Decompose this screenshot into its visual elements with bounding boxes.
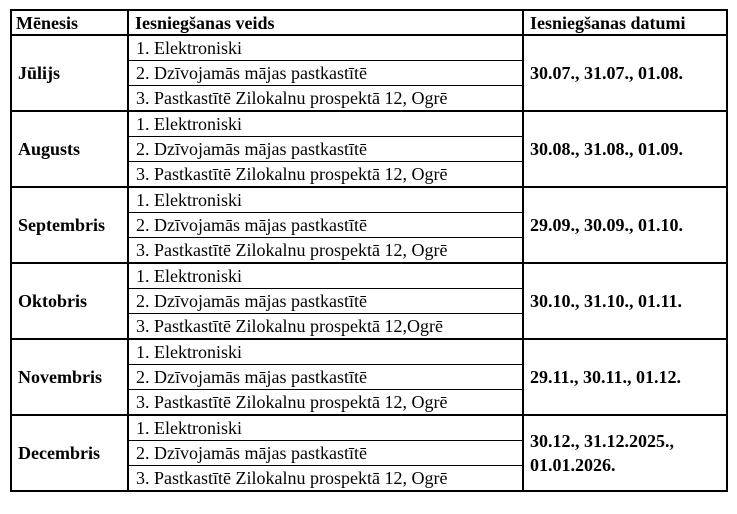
header-method: Iesniegšanas veids [128,10,523,35]
month-cell: Decembris [11,415,128,491]
table-header-row [11,10,727,35]
method-cell: 2. Dzīvojamās mājas pastkastītē [128,441,523,466]
dates-cell: 30.07., 31.07., 01.08. [523,35,727,111]
schedule-table-container [10,9,728,492]
dates-cell: 29.11., 30.11., 01.12. [523,339,727,415]
method-cell: 2. Dzīvojamās mājas pastkastītē [128,213,523,238]
method-cell: 1. Elektroniski [128,415,523,441]
month-cell: Augusts [11,111,128,187]
dates-cell: 30.08., 31.08., 01.09. [523,111,727,187]
method-cell: 3. Pastkastītē Zilokalnu prospektā 12, Ogrē [128,390,523,416]
dates-cell: 29.09., 30.09., 01.10. [523,187,727,263]
method-cell: 2. Dzīvojamās mājas pastkastītē [128,137,523,162]
table-row [11,263,727,289]
method-cell: 3. Pastkastītē Zilokalnu prospektā 12, Ogrē [128,238,523,264]
method-cell: 3. Pastkastītē Zilokalnu prospektā 12, Ogrē [128,466,523,492]
table-body [11,35,727,491]
method-cell: 2. Dzīvojamās mājas pastkastītē [128,61,523,86]
method-cell: 1. Elektroniski [128,187,523,213]
month-cell: Novembris [11,339,128,415]
method-cell: 2. Dzīvojamās mājas pastkastītē [128,289,523,314]
dates-cell: 30.12., 31.12.2025., 01.01.2026. [523,415,727,491]
month-cell: Jūlijs [11,35,128,111]
table-row [11,111,727,137]
method-cell: 3. Pastkastītē Zilokalnu prospektā 12,Ogrē [128,314,523,340]
method-cell: 1. Elektroniski [128,111,523,137]
submission-schedule-table [10,9,728,492]
header-month: Mēnesis [11,10,128,35]
method-cell: 1. Elektroniski [128,263,523,289]
method-cell: 1. Elektroniski [128,35,523,61]
header-dates: Iesniegšanas datumi [523,10,727,35]
method-cell: 3. Pastkastītē Zilokalnu prospektā 12, Ogrē [128,162,523,188]
table-row [11,35,727,61]
method-cell: 2. Dzīvojamās mājas pastkastītē [128,365,523,390]
dates-cell: 30.10., 31.10., 01.11. [523,263,727,339]
method-cell: 1. Elektroniski [128,339,523,365]
method-cell: 3. Pastkastītē Zilokalnu prospektā 12, Ogrē [128,86,523,112]
table-row [11,339,727,365]
table-row [11,187,727,213]
table-row [11,415,727,441]
month-cell: Oktobris [11,263,128,339]
month-cell: Septembris [11,187,128,263]
